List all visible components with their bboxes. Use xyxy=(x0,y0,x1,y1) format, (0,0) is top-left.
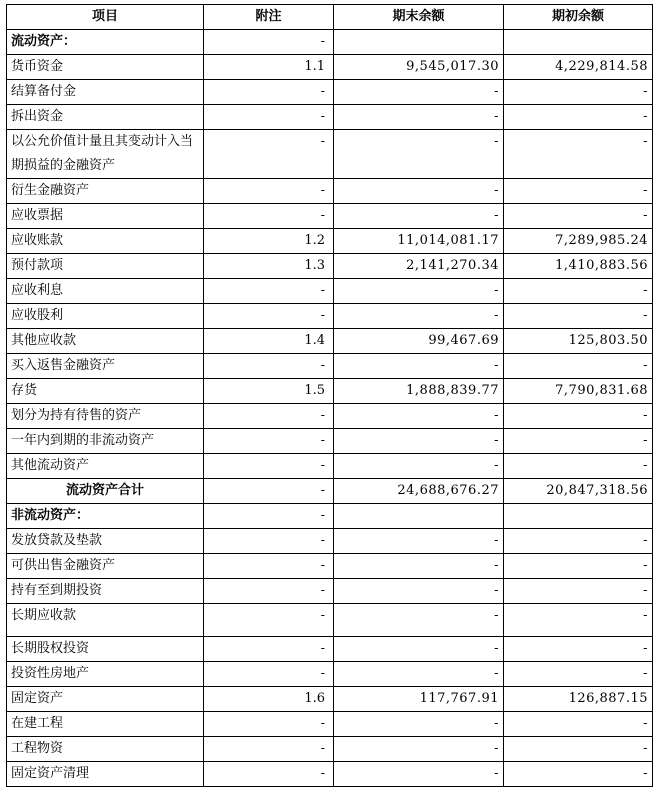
row-begin-balance: - xyxy=(504,204,653,229)
row-end-balance: - xyxy=(334,737,504,762)
row-begin-balance: - xyxy=(504,737,653,762)
row-note: 1.6 xyxy=(204,687,334,712)
row-note: - xyxy=(204,529,334,554)
table-row xyxy=(7,454,653,479)
table-row xyxy=(7,279,653,304)
row-label: 结算备付金 xyxy=(7,80,204,105)
header-note: 附注 xyxy=(204,5,334,30)
row-label: 拆出资金 xyxy=(7,105,204,130)
header-begin-balance: 期初余额 xyxy=(504,5,653,30)
row-note: 1.4 xyxy=(204,329,334,354)
table-row xyxy=(7,504,653,529)
table-row xyxy=(7,604,653,637)
row-note: - xyxy=(204,429,334,454)
row-note: - xyxy=(204,404,334,429)
table-row xyxy=(7,737,653,762)
row-note: - xyxy=(204,662,334,687)
row-note: 1.2 xyxy=(204,229,334,254)
header-end-balance: 期末余额 xyxy=(334,5,504,30)
row-end-balance: - xyxy=(334,579,504,604)
table-row xyxy=(7,379,653,404)
row-label: 长期应收款 xyxy=(7,604,204,637)
table-row xyxy=(7,130,653,179)
row-label: 其他流动资产 xyxy=(7,454,204,479)
row-label: 货币资金 xyxy=(7,55,204,80)
row-end-balance: - xyxy=(334,404,504,429)
row-note: - xyxy=(204,80,334,105)
table-row xyxy=(7,30,653,55)
row-label: 应收股利 xyxy=(7,304,204,329)
row-begin-balance: - xyxy=(504,662,653,687)
table-row xyxy=(7,429,653,454)
row-end-balance: 117,767.91 xyxy=(334,687,504,712)
row-label: 划分为持有待售的资产 xyxy=(7,404,204,429)
row-note: - xyxy=(204,279,334,304)
row-begin-balance: 125,803.50 xyxy=(504,329,653,354)
row-label: 预付款项 xyxy=(7,254,204,279)
table-row xyxy=(7,55,653,80)
row-begin-balance: - xyxy=(504,429,653,454)
row-note: - xyxy=(204,504,334,529)
row-label: 持有至到期投资 xyxy=(7,579,204,604)
row-end-balance: 99,467.69 xyxy=(334,329,504,354)
row-end-balance: 9,545,017.30 xyxy=(334,55,504,80)
row-label: 其他应收款 xyxy=(7,329,204,354)
row-end-balance: 11,014,081.17 xyxy=(334,229,504,254)
row-begin-balance: - xyxy=(504,80,653,105)
row-note: - xyxy=(204,130,334,179)
row-label: 流动资产合计 xyxy=(7,479,204,504)
row-begin-balance: 7,289,985.24 xyxy=(504,229,653,254)
row-label: 流动资产： xyxy=(7,30,204,55)
row-label: 固定资产清理 xyxy=(7,762,204,787)
table-row xyxy=(7,105,653,130)
row-end-balance xyxy=(334,504,504,529)
row-begin-balance: 1,410,883.56 xyxy=(504,254,653,279)
row-label: 工程物资 xyxy=(7,737,204,762)
table-row xyxy=(7,579,653,604)
row-end-balance: - xyxy=(334,429,504,454)
row-label: 应收票据 xyxy=(7,204,204,229)
row-end-balance: 1,888,839.77 xyxy=(334,379,504,404)
row-end-balance: - xyxy=(334,637,504,662)
row-label: 可供出售金融资产 xyxy=(7,554,204,579)
row-begin-balance: 4,229,814.58 xyxy=(504,55,653,80)
table-row xyxy=(7,554,653,579)
row-end-balance: - xyxy=(334,304,504,329)
row-end-balance: - xyxy=(334,662,504,687)
row-note: - xyxy=(204,737,334,762)
row-end-balance: - xyxy=(334,130,504,179)
row-begin-balance: - xyxy=(504,404,653,429)
row-label: 以公允价值计量且其变动计入当期损益的金融资产 xyxy=(7,130,204,179)
row-note: - xyxy=(204,479,334,504)
row-end-balance: 2,141,270.34 xyxy=(334,254,504,279)
row-end-balance: - xyxy=(334,179,504,204)
row-end-balance: - xyxy=(334,762,504,787)
row-begin-balance: 126,887.15 xyxy=(504,687,653,712)
table-row xyxy=(7,304,653,329)
row-end-balance: - xyxy=(334,354,504,379)
row-begin-balance: - xyxy=(504,454,653,479)
row-note: 1.3 xyxy=(204,254,334,279)
row-end-balance: - xyxy=(334,105,504,130)
row-end-balance: - xyxy=(334,529,504,554)
table-row xyxy=(7,637,653,662)
row-note: - xyxy=(204,637,334,662)
row-label: 衍生金融资产 xyxy=(7,179,204,204)
row-label: 存货 xyxy=(7,379,204,404)
row-note: - xyxy=(204,579,334,604)
row-end-balance: - xyxy=(334,554,504,579)
row-begin-balance: - xyxy=(504,762,653,787)
table-row xyxy=(7,712,653,737)
row-begin-balance: - xyxy=(504,637,653,662)
row-begin-balance: 20,847,318.56 xyxy=(504,479,653,504)
table-row xyxy=(7,662,653,687)
row-begin-balance: - xyxy=(504,529,653,554)
row-end-balance: - xyxy=(334,204,504,229)
table-row xyxy=(7,80,653,105)
row-label: 一年内到期的非流动资产 xyxy=(7,429,204,454)
row-begin-balance: - xyxy=(504,179,653,204)
row-end-balance: - xyxy=(334,712,504,737)
subtotal-row xyxy=(7,479,653,504)
row-label: 发放贷款及垫款 xyxy=(7,529,204,554)
row-note: - xyxy=(204,712,334,737)
header-row xyxy=(7,5,653,30)
row-begin-balance: - xyxy=(504,554,653,579)
row-end-balance: - xyxy=(334,454,504,479)
row-begin-balance: - xyxy=(504,279,653,304)
row-note: - xyxy=(204,554,334,579)
row-begin-balance: - xyxy=(504,105,653,130)
row-note: 1.5 xyxy=(204,379,334,404)
table-row xyxy=(7,204,653,229)
row-begin-balance: 7,790,831.68 xyxy=(504,379,653,404)
row-note: - xyxy=(204,30,334,55)
row-note: - xyxy=(204,762,334,787)
row-note: - xyxy=(204,604,334,637)
row-end-balance: - xyxy=(334,604,504,637)
row-begin-balance: - xyxy=(504,304,653,329)
table-row xyxy=(7,254,653,279)
table-row xyxy=(7,404,653,429)
row-begin-balance xyxy=(504,504,653,529)
row-begin-balance: - xyxy=(504,130,653,179)
row-begin-balance xyxy=(504,30,653,55)
row-note: - xyxy=(204,354,334,379)
row-label: 应收利息 xyxy=(7,279,204,304)
row-end-balance: - xyxy=(334,279,504,304)
row-end-balance xyxy=(334,30,504,55)
row-label: 买入返售金融资产 xyxy=(7,354,204,379)
row-label: 固定资产 xyxy=(7,687,204,712)
row-note: - xyxy=(204,105,334,130)
row-label: 应收账款 xyxy=(7,229,204,254)
row-label: 在建工程 xyxy=(7,712,204,737)
table-row xyxy=(7,354,653,379)
row-end-balance: 24,688,676.27 xyxy=(334,479,504,504)
row-label: 长期股权投资 xyxy=(7,637,204,662)
row-note: - xyxy=(204,454,334,479)
table-row xyxy=(7,762,653,787)
header-item: 项目 xyxy=(7,5,204,30)
balance-sheet-table xyxy=(6,4,653,787)
table-row xyxy=(7,687,653,712)
table-row xyxy=(7,229,653,254)
row-note: - xyxy=(204,304,334,329)
row-begin-balance: - xyxy=(504,712,653,737)
table-row xyxy=(7,529,653,554)
row-end-balance: - xyxy=(334,80,504,105)
table-row xyxy=(7,329,653,354)
row-note: 1.1 xyxy=(204,55,334,80)
table-row xyxy=(7,179,653,204)
row-label: 非流动资产： xyxy=(7,504,204,529)
row-begin-balance: - xyxy=(504,354,653,379)
row-begin-balance: - xyxy=(504,579,653,604)
row-begin-balance: - xyxy=(504,604,653,637)
row-label: 投资性房地产 xyxy=(7,662,204,687)
row-note: - xyxy=(204,179,334,204)
row-note: - xyxy=(204,204,334,229)
